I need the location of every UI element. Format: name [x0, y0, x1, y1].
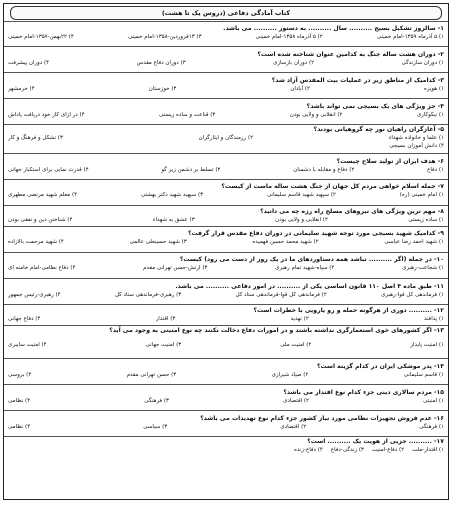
options-row — [8, 59, 444, 67]
question-16 — [4, 410, 448, 436]
option-4[interactable]: ۴) شهید مرحمت بالازاده — [8, 239, 64, 245]
option-3[interactable]: ۳) تشکل و فرهنگ و کار — [8, 135, 63, 141]
option-2[interactable]: ۲) دوران بازسازی — [273, 60, 315, 66]
option-2[interactable]: ۲) آبادان — [290, 86, 310, 92]
option-1[interactable]: ۱) هویزه — [423, 86, 444, 92]
option-2[interactable]: ۲) صیاد شیرازی — [271, 372, 309, 378]
option-4[interactable]: ۴) دانش آموزان بسیجی — [389, 143, 444, 149]
option-4[interactable]: ۴) نظامی — [8, 398, 31, 404]
question-stem: ۱۰- در جمله (اگر .......... نباشد همه دستاوردهای ما در یک روز از دست می رود) کیست؟ — [179, 256, 444, 263]
option-4[interactable]: ۴) خرمشهر — [8, 86, 35, 92]
option-1[interactable]: ۱) ساده زیستی — [408, 217, 444, 223]
option-1[interactable]: ۱) ۵ آذرماه ۱۳۵۹-امام خمینی — [376, 34, 444, 40]
options-row — [8, 111, 444, 119]
option-2[interactable]: ۲) دفاع-امنیت — [372, 447, 405, 453]
question-stem: ۶- هدف ایران از تولید سلاح چیست؟ — [336, 158, 444, 165]
question-stem: ۵- آغازگران راهیان نور چه گروهیانی بودند؟ — [313, 126, 444, 133]
question-stem: ۱۳- اگر کشورهای خوی استعمارگری نداشته باشند و در امورات دفاع دخالت نکنند چه نوع امنیتی به وجود می آید؟ — [109, 327, 444, 334]
option-1[interactable]: ۱) اقتدار-ملت — [412, 447, 444, 453]
question-2 — [4, 46, 448, 72]
option-2[interactable]: ۲) ۵ آذرماه ۱۳۵۸-امام خمینی — [255, 34, 323, 40]
options-row — [8, 371, 444, 379]
option-1[interactable]: ۱) علما و خانواده شهداء — [388, 135, 444, 141]
question-8 — [4, 205, 448, 226]
option-2[interactable]: ۲) سپاه-شهید تمام رهبری — [275, 265, 335, 271]
question-3 — [4, 72, 448, 98]
option-4[interactable]: ۴) دفاع جهانی — [8, 316, 41, 322]
question-stem: ۲- دوران هشت ساله جنگ به کدامین عنوان شناخته شده است؟ — [257, 51, 444, 58]
options-row — [8, 216, 444, 224]
option-4[interactable]: ۴) امنیت سایبری — [8, 342, 47, 348]
option-3[interactable]: ۳) سیاسی — [143, 424, 168, 430]
question-17 — [4, 436, 448, 455]
question-12 — [4, 304, 448, 325]
option-4[interactable]: ۴) بروسی — [8, 372, 32, 378]
option-3[interactable]: ۳) زندگی-دفاع — [330, 447, 365, 453]
option-3[interactable]: ۳) شهید حسینعلی عالمی — [129, 239, 187, 245]
options-row — [8, 397, 444, 405]
option-1[interactable]: ۱) پدافند — [424, 316, 444, 322]
question-10 — [4, 252, 448, 278]
question-stem: ۸- مهم ترین ویژگی های نیروهای مسلح راه رزه چه می دانید؟ — [260, 208, 444, 215]
option-1[interactable]: ۱) قاسم سلیمانی — [403, 372, 444, 378]
option-3[interactable]: ۳) فرهنگی — [144, 398, 169, 404]
option-2[interactable]: ۲) اقتصادی — [283, 398, 309, 404]
question-9 — [4, 226, 448, 252]
question-stem: ۱۲- .......... دوری از هرگونه حمله و رو یارویی با خطرات است؟ — [253, 307, 444, 314]
question-1 — [4, 21, 448, 46]
option-1[interactable]: ۱) امام خمینی (ره) — [399, 192, 444, 198]
option-2[interactable]: ۲) دفاع و مقابله با دشمنان — [293, 167, 355, 173]
option-3[interactable]: ۳) ۱۳فروردین-۱۳۵۸-امام خمینی — [127, 34, 202, 40]
question-6 — [4, 153, 448, 179]
question-stem: ۱۴- پدر موشکی ایران در کدام گزینه است؟ — [316, 363, 444, 370]
option-1[interactable]: ۱) فرهنگی — [419, 424, 444, 430]
option-4[interactable]: ۴) رهبری-رئیس جمهور — [8, 292, 61, 298]
option-4[interactable]: ۴) شناختن دین و نفقی بودن — [8, 217, 73, 223]
question-14 — [4, 358, 448, 384]
question-stem: ۴- جز ویژگی های یک بسیجی نمی تواند باشد؟ — [306, 103, 444, 110]
question-stem: ۱۵- مردم سالاری دینی جزء کدام نوع اقتدار می باشد؟ — [283, 389, 444, 396]
page-title: کتاب آمادگی دفاعی (دروس یک تا هشت) — [10, 6, 442, 20]
question-15 — [4, 384, 448, 410]
option-4[interactable]: ۴) معلم شهید مرتضی مطهری — [8, 192, 78, 198]
question-stem: ۹- کدامیک شهید بسیجی مورد توجه شهید سلیمانی در دوران دفاع مقدس قرار گرفت؟ — [188, 230, 444, 237]
question-stem: ۱۱- طبق ماده ۴ اصل ۱۱۰ قانون اساسی یکی از .......... در امور دفاعی .......... می باشد. — [175, 283, 444, 290]
option-1[interactable]: ۱) شجاعت-رهبری — [402, 265, 444, 271]
option-3[interactable]: ۳) اقتدار — [155, 316, 176, 322]
options-row — [8, 238, 444, 246]
options-row — [8, 134, 444, 142]
option-1[interactable]: ۱) شهید احمد رضا عباسی — [384, 239, 444, 245]
option-4[interactable]: ۴) قدرت نمایی برای استکبار جهانی — [8, 167, 89, 173]
exam-sheet — [3, 3, 449, 500]
option-2[interactable]: ۲) امنیت ملی — [280, 342, 312, 348]
option-3[interactable]: ۳) خوزستان — [148, 86, 177, 92]
options-row — [8, 85, 444, 93]
option-4[interactable]: ۴) نظامی — [8, 424, 31, 430]
option-3[interactable]: ۳) رهبری-فرماندهی ستاد کل — [114, 292, 182, 298]
options-row — [8, 315, 444, 323]
option-2[interactable]: ۲) تهدید — [290, 316, 309, 322]
option-1[interactable]: ۱) دوران سازندگی — [401, 60, 444, 66]
options-row — [8, 291, 444, 299]
option-1[interactable]: ۱) فرماندهی کل قوا-رهبری — [381, 292, 444, 298]
option-1[interactable]: ۱) امنیت پایدار — [410, 342, 444, 348]
option-1[interactable]: ۱) دفاع — [427, 167, 444, 173]
question-stem: ۱۷- .......... جزیی از هویت یک .......... است؟ — [307, 438, 444, 445]
option-4[interactable]: ۴) ۲۲بهمن-۱۳۵۷-امام خمینی — [8, 34, 74, 40]
option-3[interactable]: ۳) حسن تهرانی مقدم — [126, 372, 177, 378]
option-2[interactable]: ۲) انقلابی و ولایی بودن — [289, 112, 343, 118]
option-3[interactable]: ۳) ارتش-حسن تهرانی مقدم — [143, 265, 208, 271]
options-row — [8, 33, 444, 41]
option-2[interactable]: ۲) انقلابی و ولایی بودن — [275, 217, 328, 223]
option-2[interactable]: ۲) رزمندگان و ایثارگران — [198, 135, 254, 141]
option-4[interactable]: ۴) دفاع نظامی-امام خامنه ای — [8, 265, 76, 271]
question-stem: ۷- جمله اسلام خواهی مردم کل جهان از جنگ هشت ساله ماست از کیست؟ — [221, 183, 444, 190]
option-2[interactable]: ۲) شهید محمد حسین فهمیده — [252, 239, 319, 245]
option-3[interactable]: ۳) دوران دفاع مقدس — [136, 60, 186, 66]
option-1[interactable]: ۱) امنیتی — [423, 398, 444, 404]
options-row — [8, 446, 444, 454]
question-stem: ۱- سالروز تشکیل بسیج .......... سال .......... به دستور .......... می باشد. — [223, 25, 444, 32]
option-3[interactable]: ۳) امنیت جهانی — [145, 342, 182, 348]
option-3[interactable]: ۳) قناعت و ساده زیستی — [158, 112, 216, 118]
options-row — [8, 423, 444, 431]
question-4 — [4, 98, 448, 124]
question-7 — [4, 179, 448, 205]
option-4[interactable]: ۴) در ازای کار خود دریافت پاداش — [8, 112, 85, 118]
option-4[interactable]: ۴) دفاع-زنده — [294, 447, 323, 453]
question-13 — [4, 325, 448, 358]
option-1[interactable]: ۱) نیکوکاری — [416, 112, 444, 118]
question-11 — [4, 278, 448, 304]
question-5 — [4, 124, 448, 153]
options-row — [8, 341, 444, 349]
question-stem: ۳- کدامیک از مناطق زیر در عملیات بیت المقدس آزاد شد؟ — [271, 77, 444, 84]
question-stem: ۱۶- عدم فروش تجهیزات نظامی مورد نیاز کشور جزء کدام نوع تهدیدات می باشد؟ — [200, 415, 444, 422]
option-2[interactable]: ۲) سپهبد شهید قاسم سلیمانی — [267, 192, 336, 198]
option-3[interactable]: ۳) تسلط بر دشمن زیر گو — [161, 167, 221, 173]
options-row-2 — [8, 142, 444, 150]
option-3[interactable]: ۳) عشق به شهداء — [152, 217, 195, 223]
option-4[interactable]: ۴) دوران پیشرفت — [8, 60, 50, 66]
option-3[interactable]: ۳) سپهبد شهید دکتر بهشتی — [141, 192, 204, 198]
options-row — [8, 166, 444, 174]
options-row — [8, 191, 444, 199]
options-row — [8, 264, 444, 272]
option-2[interactable]: ۲) اقتصادی — [280, 424, 307, 430]
option-2[interactable]: ۲) فرماندهی کل قوا-فرماندهی ستاد کل — [235, 292, 327, 298]
